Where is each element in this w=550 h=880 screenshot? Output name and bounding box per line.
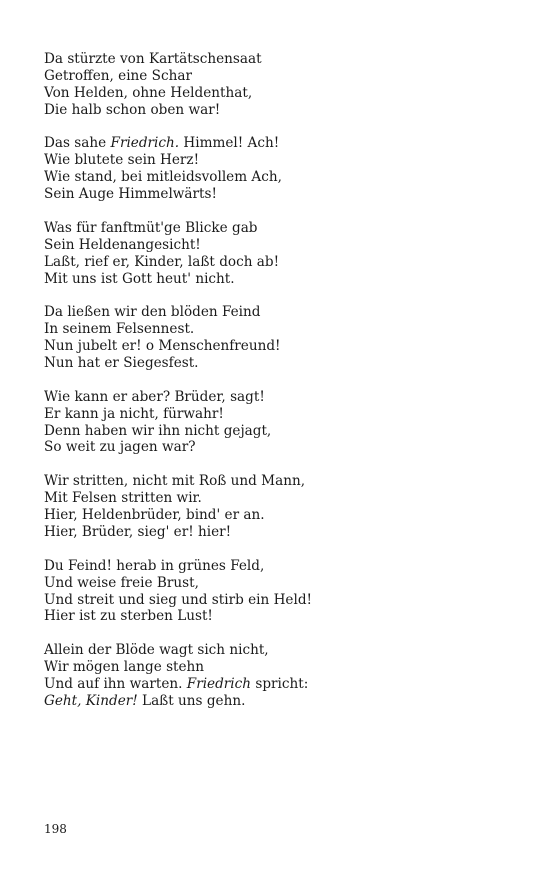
- stanza: [44, 642, 524, 710]
- text-segment: Da stürzte von Kartätschensaat: [44, 51, 262, 67]
- text-segment: Und streit und sieg und stirb ein Held!: [44, 591, 312, 608]
- verse-line: [44, 338, 524, 355]
- text-segment: Hier, Heldenbrüder, bind' er an.: [44, 507, 265, 524]
- verse-line: [44, 254, 524, 271]
- stanza: [44, 51, 524, 119]
- text-segment: Sein Heldenangesicht!: [44, 236, 201, 253]
- verse-line: [44, 406, 524, 423]
- italic-text: Friedrich: [186, 675, 252, 692]
- verse-line: [44, 642, 524, 659]
- text-segment: Wir mögen lange stehn: [44, 659, 205, 676]
- text-segment: In seinem Felsennest.: [44, 321, 195, 338]
- text-segment: Wie blutete sein Herz!: [44, 152, 200, 169]
- text-segment: Er kann ja nicht, fürwahr!: [44, 405, 224, 422]
- verse-line: [44, 321, 524, 338]
- text-segment: Und auf ihn warten.: [44, 675, 187, 692]
- text-segment: spricht:: [251, 675, 309, 692]
- stanza: [44, 304, 524, 372]
- verse-line: [44, 439, 524, 456]
- verse-line: [44, 220, 524, 237]
- verse-line: [44, 693, 524, 710]
- verse-line: [44, 51, 524, 68]
- text-segment: Allein der Blöde wagt sich nicht,: [44, 642, 269, 659]
- verse-line: [44, 558, 524, 575]
- verse-line: [44, 271, 524, 288]
- text-segment: Hier, Brüder, sieg' er! hier!: [44, 523, 232, 540]
- verse-line: [44, 423, 524, 440]
- verse-line: [44, 575, 524, 592]
- text-segment: Getroffen, eine Schar: [44, 67, 192, 84]
- text-segment: Sein Auge Himmelwärts!: [44, 186, 217, 203]
- text-segment: Nun hat er Siegesfest.: [44, 355, 199, 372]
- verse-line: [44, 355, 524, 372]
- stanza: [44, 389, 524, 457]
- verse-line: [44, 507, 524, 524]
- verse-line: [44, 237, 524, 254]
- verse-line: [44, 102, 524, 119]
- stanza: [44, 220, 524, 288]
- verse-line: [44, 152, 524, 169]
- text-segment: Nun jubelt er! o Menschenfreund!: [44, 338, 281, 355]
- verse-line: [44, 304, 524, 321]
- text-segment: Was für fanftmüt'ge Blicke gab: [44, 219, 258, 236]
- text-segment: Von Helden, ohne Heldenthat,: [44, 84, 253, 101]
- verse-line: [44, 68, 524, 85]
- verse-line: [44, 676, 524, 693]
- verse-line: [44, 169, 524, 186]
- text-segment: Wir stritten, nicht mit Roß und Mann,: [44, 473, 306, 490]
- text-segment: Himmel! Ach!: [179, 135, 280, 152]
- verse-line: [44, 473, 524, 490]
- text-segment: Du Feind! herab in grünes Feld,: [44, 557, 265, 574]
- text-segment: Die halb schon oben war!: [44, 101, 221, 118]
- verse-line: [44, 186, 524, 203]
- verse-line: [44, 389, 524, 406]
- verse-line: [44, 659, 524, 676]
- text-segment: Laßt uns gehn.: [137, 692, 246, 709]
- poem-body: [44, 51, 524, 727]
- text-segment: Wie stand, bei mitleidsvollem Ach,: [44, 169, 282, 186]
- verse-line: [44, 592, 524, 609]
- text-segment: Mit Felsen stritten wir.: [44, 490, 202, 507]
- stanza: [44, 473, 524, 541]
- text-segment: Hier ist zu sterben Lust!: [44, 608, 213, 625]
- text-segment: So weit zu jagen war?: [44, 439, 196, 456]
- text-segment: Da ließen wir den blöden Feind: [44, 304, 261, 321]
- text-segment: Denn haben wir ihn nicht gejagt,: [44, 422, 272, 439]
- stanza: [44, 558, 524, 626]
- text-segment: Das sahe: [44, 135, 111, 152]
- verse-line: [44, 490, 524, 507]
- stanza: [44, 135, 524, 203]
- page-number: 198: [44, 822, 67, 836]
- text-segment: Laßt, rief er, Kinder, laßt doch ab!: [44, 253, 280, 270]
- verse-line: [44, 608, 524, 625]
- text-segment: Mit uns ist Gott heut' nicht.: [44, 270, 235, 287]
- italic-text: Geht, Kinder!: [44, 692, 138, 709]
- verse-line: [44, 85, 524, 102]
- verse-line: [44, 524, 524, 541]
- text-segment: Und weise freie Brust,: [44, 574, 199, 591]
- italic-text: Friedrich.: [110, 135, 180, 152]
- text-segment: Wie kann er aber? Brüder, sagt!: [44, 388, 265, 405]
- verse-line: [44, 135, 524, 152]
